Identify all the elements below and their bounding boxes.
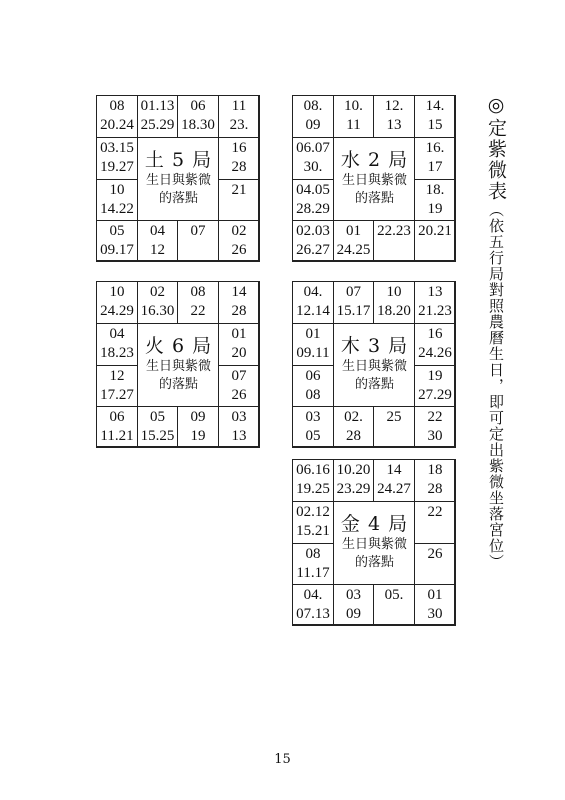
cell-value: 20.24 bbox=[100, 117, 134, 133]
table-木3局 bbox=[292, 281, 455, 447]
cell-value: 02.12 bbox=[296, 504, 330, 520]
cell-value: 06.16 bbox=[296, 462, 330, 478]
cell-value: 03 bbox=[231, 409, 247, 425]
cell bbox=[414, 459, 456, 502]
table-center-label bbox=[138, 138, 219, 221]
cell-value: 28 bbox=[231, 303, 247, 319]
cell-value: 24.26 bbox=[418, 345, 452, 361]
cell-value: 02 bbox=[150, 284, 165, 300]
subtitle-line-2: 的落點 bbox=[354, 555, 394, 570]
cell-value: 11.17 bbox=[296, 565, 330, 581]
cell-value: 15.17 bbox=[336, 303, 371, 319]
title-sub: （依五行局對照農曆生日，即可定出紫微坐落宮位） bbox=[487, 202, 505, 570]
cell bbox=[373, 406, 415, 448]
cell-value: 30. bbox=[303, 159, 323, 175]
cell-value: 09 bbox=[190, 409, 206, 425]
cell-value: 07 bbox=[231, 368, 247, 384]
cell bbox=[414, 584, 456, 626]
cell bbox=[333, 459, 374, 502]
cell-value: 26 bbox=[231, 387, 247, 403]
cell-value: 15.25 bbox=[140, 428, 175, 444]
cell-value: 01 bbox=[231, 326, 247, 342]
cell-value: 12 bbox=[150, 242, 165, 258]
table-center-label bbox=[334, 502, 415, 585]
cell-value: 13 bbox=[386, 117, 402, 133]
cell-value: 18. bbox=[425, 182, 445, 198]
cell bbox=[292, 406, 334, 448]
cell bbox=[414, 137, 456, 180]
cell-value: 11.21 bbox=[100, 428, 134, 444]
cell bbox=[292, 137, 334, 180]
cell-value: 26 bbox=[231, 242, 247, 258]
cell-value: 22 bbox=[427, 409, 443, 425]
cell bbox=[292, 220, 334, 262]
cell bbox=[373, 220, 415, 262]
cell-value: 19 bbox=[427, 368, 443, 384]
cell-value: 22.23 bbox=[377, 223, 411, 239]
cell-value: 20 bbox=[231, 345, 247, 361]
cell-value: 01.13 bbox=[140, 98, 175, 114]
cell-value: 16. bbox=[425, 140, 445, 156]
cell-value: 28 bbox=[231, 159, 247, 175]
cell-value: 10. bbox=[344, 98, 363, 114]
cell-value: 14.22 bbox=[100, 201, 134, 217]
cell-value: 23. bbox=[229, 117, 249, 133]
cell bbox=[414, 365, 456, 407]
cell-value: 08 bbox=[305, 546, 321, 562]
cell bbox=[137, 220, 178, 262]
table-水2局 bbox=[292, 95, 455, 261]
cell-value: 13 bbox=[231, 428, 247, 444]
table-金4局 bbox=[292, 459, 455, 625]
cell bbox=[292, 179, 334, 221]
cell-value: 02 bbox=[231, 223, 247, 239]
vertical-title bbox=[479, 94, 513, 570]
cell-value: 30 bbox=[427, 606, 443, 622]
cell-value: 14 bbox=[231, 284, 247, 300]
cell-value: 14. bbox=[425, 98, 445, 114]
cell-value: 16 bbox=[231, 140, 247, 156]
subtitle-line-2: 的落點 bbox=[158, 377, 198, 392]
cell bbox=[333, 584, 374, 626]
cell-value: 12 bbox=[109, 368, 125, 384]
cell bbox=[218, 95, 260, 138]
cell bbox=[373, 281, 415, 324]
cell bbox=[414, 543, 456, 585]
cell-value: 04 bbox=[109, 326, 125, 342]
cell bbox=[414, 179, 456, 221]
cell bbox=[218, 220, 260, 262]
cell bbox=[292, 365, 334, 407]
title-main: ◎定紫微表 bbox=[485, 94, 507, 202]
cell-value: 18.20 bbox=[377, 303, 411, 319]
cell bbox=[218, 281, 260, 324]
cell-value: 08. bbox=[303, 98, 323, 114]
cell-value: 10 bbox=[109, 182, 125, 198]
table-center-label bbox=[334, 324, 415, 407]
cell bbox=[96, 137, 138, 180]
cell-value: 27.29 bbox=[418, 387, 452, 403]
cell-value: 02. bbox=[344, 409, 363, 425]
cell-value: 03.15 bbox=[100, 140, 134, 156]
cell-value: 30 bbox=[427, 428, 443, 444]
element-label: 金 4 局 bbox=[340, 513, 409, 535]
cell bbox=[373, 584, 415, 626]
cell-value: 07.13 bbox=[296, 606, 330, 622]
cell bbox=[373, 95, 415, 138]
cell-value: 26 bbox=[427, 546, 443, 562]
cell-value: 04.05 bbox=[296, 182, 330, 198]
cell-value: 01 bbox=[305, 326, 321, 342]
table-center-label bbox=[138, 324, 219, 407]
cell bbox=[414, 95, 456, 138]
cell-value: 09 bbox=[346, 606, 361, 622]
cell-value: 15 bbox=[427, 117, 443, 133]
subtitle-line-2: 的落點 bbox=[354, 377, 394, 392]
cell-value: 06 bbox=[109, 409, 125, 425]
element-label: 木 3 局 bbox=[340, 335, 409, 357]
cell bbox=[218, 365, 260, 407]
subtitle-line-1: 生日與紫微 bbox=[145, 173, 211, 188]
cell-value: 21 bbox=[231, 182, 247, 198]
cell bbox=[414, 220, 456, 262]
cell bbox=[218, 179, 260, 221]
cell-value: 22 bbox=[427, 504, 443, 520]
cell bbox=[96, 281, 138, 324]
cell bbox=[292, 584, 334, 626]
cell-value: 26.27 bbox=[296, 242, 330, 258]
cell-value: 07 bbox=[346, 284, 361, 300]
table-火6局 bbox=[96, 281, 259, 447]
cell-value: 28.29 bbox=[296, 201, 330, 217]
cell-value: 24.25 bbox=[336, 242, 371, 258]
element-label: 火 6 局 bbox=[144, 335, 213, 357]
cell-value: 09.17 bbox=[100, 242, 134, 258]
cell bbox=[137, 95, 178, 138]
cell-value: 06 bbox=[305, 368, 321, 384]
cell-value: 19.25 bbox=[296, 481, 330, 497]
cell bbox=[218, 137, 260, 180]
cell-value: 28 bbox=[346, 428, 361, 444]
cell bbox=[218, 323, 260, 366]
page-number: 15 bbox=[274, 752, 291, 767]
cell-value: 08 bbox=[305, 387, 321, 403]
element-label: 土 5 局 bbox=[144, 149, 213, 171]
cell bbox=[292, 95, 334, 138]
cell bbox=[177, 95, 219, 138]
cell-value: 12.14 bbox=[296, 303, 330, 319]
cell-value: 05. bbox=[384, 587, 404, 603]
cell-value: 18 bbox=[427, 462, 443, 478]
cell-value: 01 bbox=[346, 223, 361, 239]
cell bbox=[96, 406, 138, 448]
subtitle-line-1: 生日與紫微 bbox=[341, 173, 407, 188]
cell bbox=[96, 95, 138, 138]
cell-value: 08 bbox=[109, 98, 125, 114]
cell-value: 19.27 bbox=[100, 159, 134, 175]
cell bbox=[333, 220, 374, 262]
cell-value: 18.23 bbox=[100, 345, 134, 361]
cell-value: 16.30 bbox=[140, 303, 175, 319]
cell bbox=[373, 459, 415, 502]
subtitle-line-2: 的落點 bbox=[158, 191, 198, 206]
subtitle-line-1: 生日與紫微 bbox=[341, 537, 407, 552]
cell-value: 08 bbox=[190, 284, 206, 300]
subtitle-line-1: 生日與紫微 bbox=[145, 359, 211, 374]
subtitle-line-2: 的落點 bbox=[354, 191, 394, 206]
cell-value: 24.29 bbox=[100, 303, 134, 319]
cell-value: 11 bbox=[346, 117, 361, 133]
cell-value: 10 bbox=[109, 284, 125, 300]
cell-value: 14 bbox=[386, 462, 402, 478]
cell bbox=[292, 323, 334, 366]
cell-value: 25.29 bbox=[140, 117, 175, 133]
cell-value: 01 bbox=[427, 587, 443, 603]
cell-value: 03 bbox=[346, 587, 361, 603]
cell-value: 04. bbox=[303, 587, 323, 603]
cell bbox=[177, 220, 219, 262]
cell-value: 22 bbox=[190, 303, 206, 319]
cell-value: 03 bbox=[305, 409, 321, 425]
cell-value: 05 bbox=[150, 409, 165, 425]
table-土5局 bbox=[96, 95, 259, 261]
cell-value: 10 bbox=[386, 284, 402, 300]
cell bbox=[414, 501, 456, 544]
cell-value: 04 bbox=[150, 223, 165, 239]
cell bbox=[96, 220, 138, 262]
cell-value: 18.30 bbox=[181, 117, 215, 133]
cell-value: 24.27 bbox=[377, 481, 411, 497]
cell bbox=[292, 281, 334, 324]
cell-value: 15.21 bbox=[296, 523, 330, 539]
cell-value: 16 bbox=[427, 326, 443, 342]
cell-value: 10.20 bbox=[336, 462, 371, 478]
cell-value: 17 bbox=[427, 159, 443, 175]
cell bbox=[218, 406, 260, 448]
cell bbox=[333, 95, 374, 138]
cell bbox=[177, 406, 219, 448]
cell-value: 12. bbox=[384, 98, 404, 114]
cell-value: 11 bbox=[231, 98, 247, 114]
cell-value: 02.03 bbox=[296, 223, 330, 239]
cell-value: 13 bbox=[427, 284, 443, 300]
cell bbox=[333, 406, 374, 448]
cell bbox=[414, 323, 456, 366]
cell bbox=[292, 459, 334, 502]
cell bbox=[96, 365, 138, 407]
table-center-label bbox=[334, 138, 415, 221]
cell-value: 25 bbox=[386, 409, 402, 425]
cell-value: 05 bbox=[109, 223, 125, 239]
cell bbox=[414, 281, 456, 324]
cell bbox=[292, 543, 334, 585]
cell-value: 28 bbox=[427, 481, 443, 497]
cell bbox=[414, 406, 456, 448]
cell bbox=[292, 501, 334, 544]
cell-value: 06 bbox=[190, 98, 206, 114]
cell-value: 09 bbox=[305, 117, 321, 133]
cell-value: 04. bbox=[303, 284, 323, 300]
cell-value: 05 bbox=[305, 428, 321, 444]
cell bbox=[333, 281, 374, 324]
cell bbox=[96, 179, 138, 221]
cell bbox=[96, 323, 138, 366]
cell-value: 21.23 bbox=[418, 303, 452, 319]
cell-value: 19 bbox=[427, 201, 443, 217]
cell bbox=[137, 406, 178, 448]
cell-value: 20.21 bbox=[418, 223, 452, 239]
cell bbox=[137, 281, 178, 324]
subtitle-line-1: 生日與紫微 bbox=[341, 359, 407, 374]
cell-value: 07 bbox=[190, 223, 206, 239]
cell-value: 06.07 bbox=[296, 140, 330, 156]
cell-value: 23.29 bbox=[336, 481, 371, 497]
cell-value: 09.11 bbox=[296, 345, 330, 361]
element-label: 水 2 局 bbox=[340, 149, 409, 171]
cell-value: 19 bbox=[190, 428, 206, 444]
cell-value: 17.27 bbox=[100, 387, 134, 403]
cell bbox=[177, 281, 219, 324]
